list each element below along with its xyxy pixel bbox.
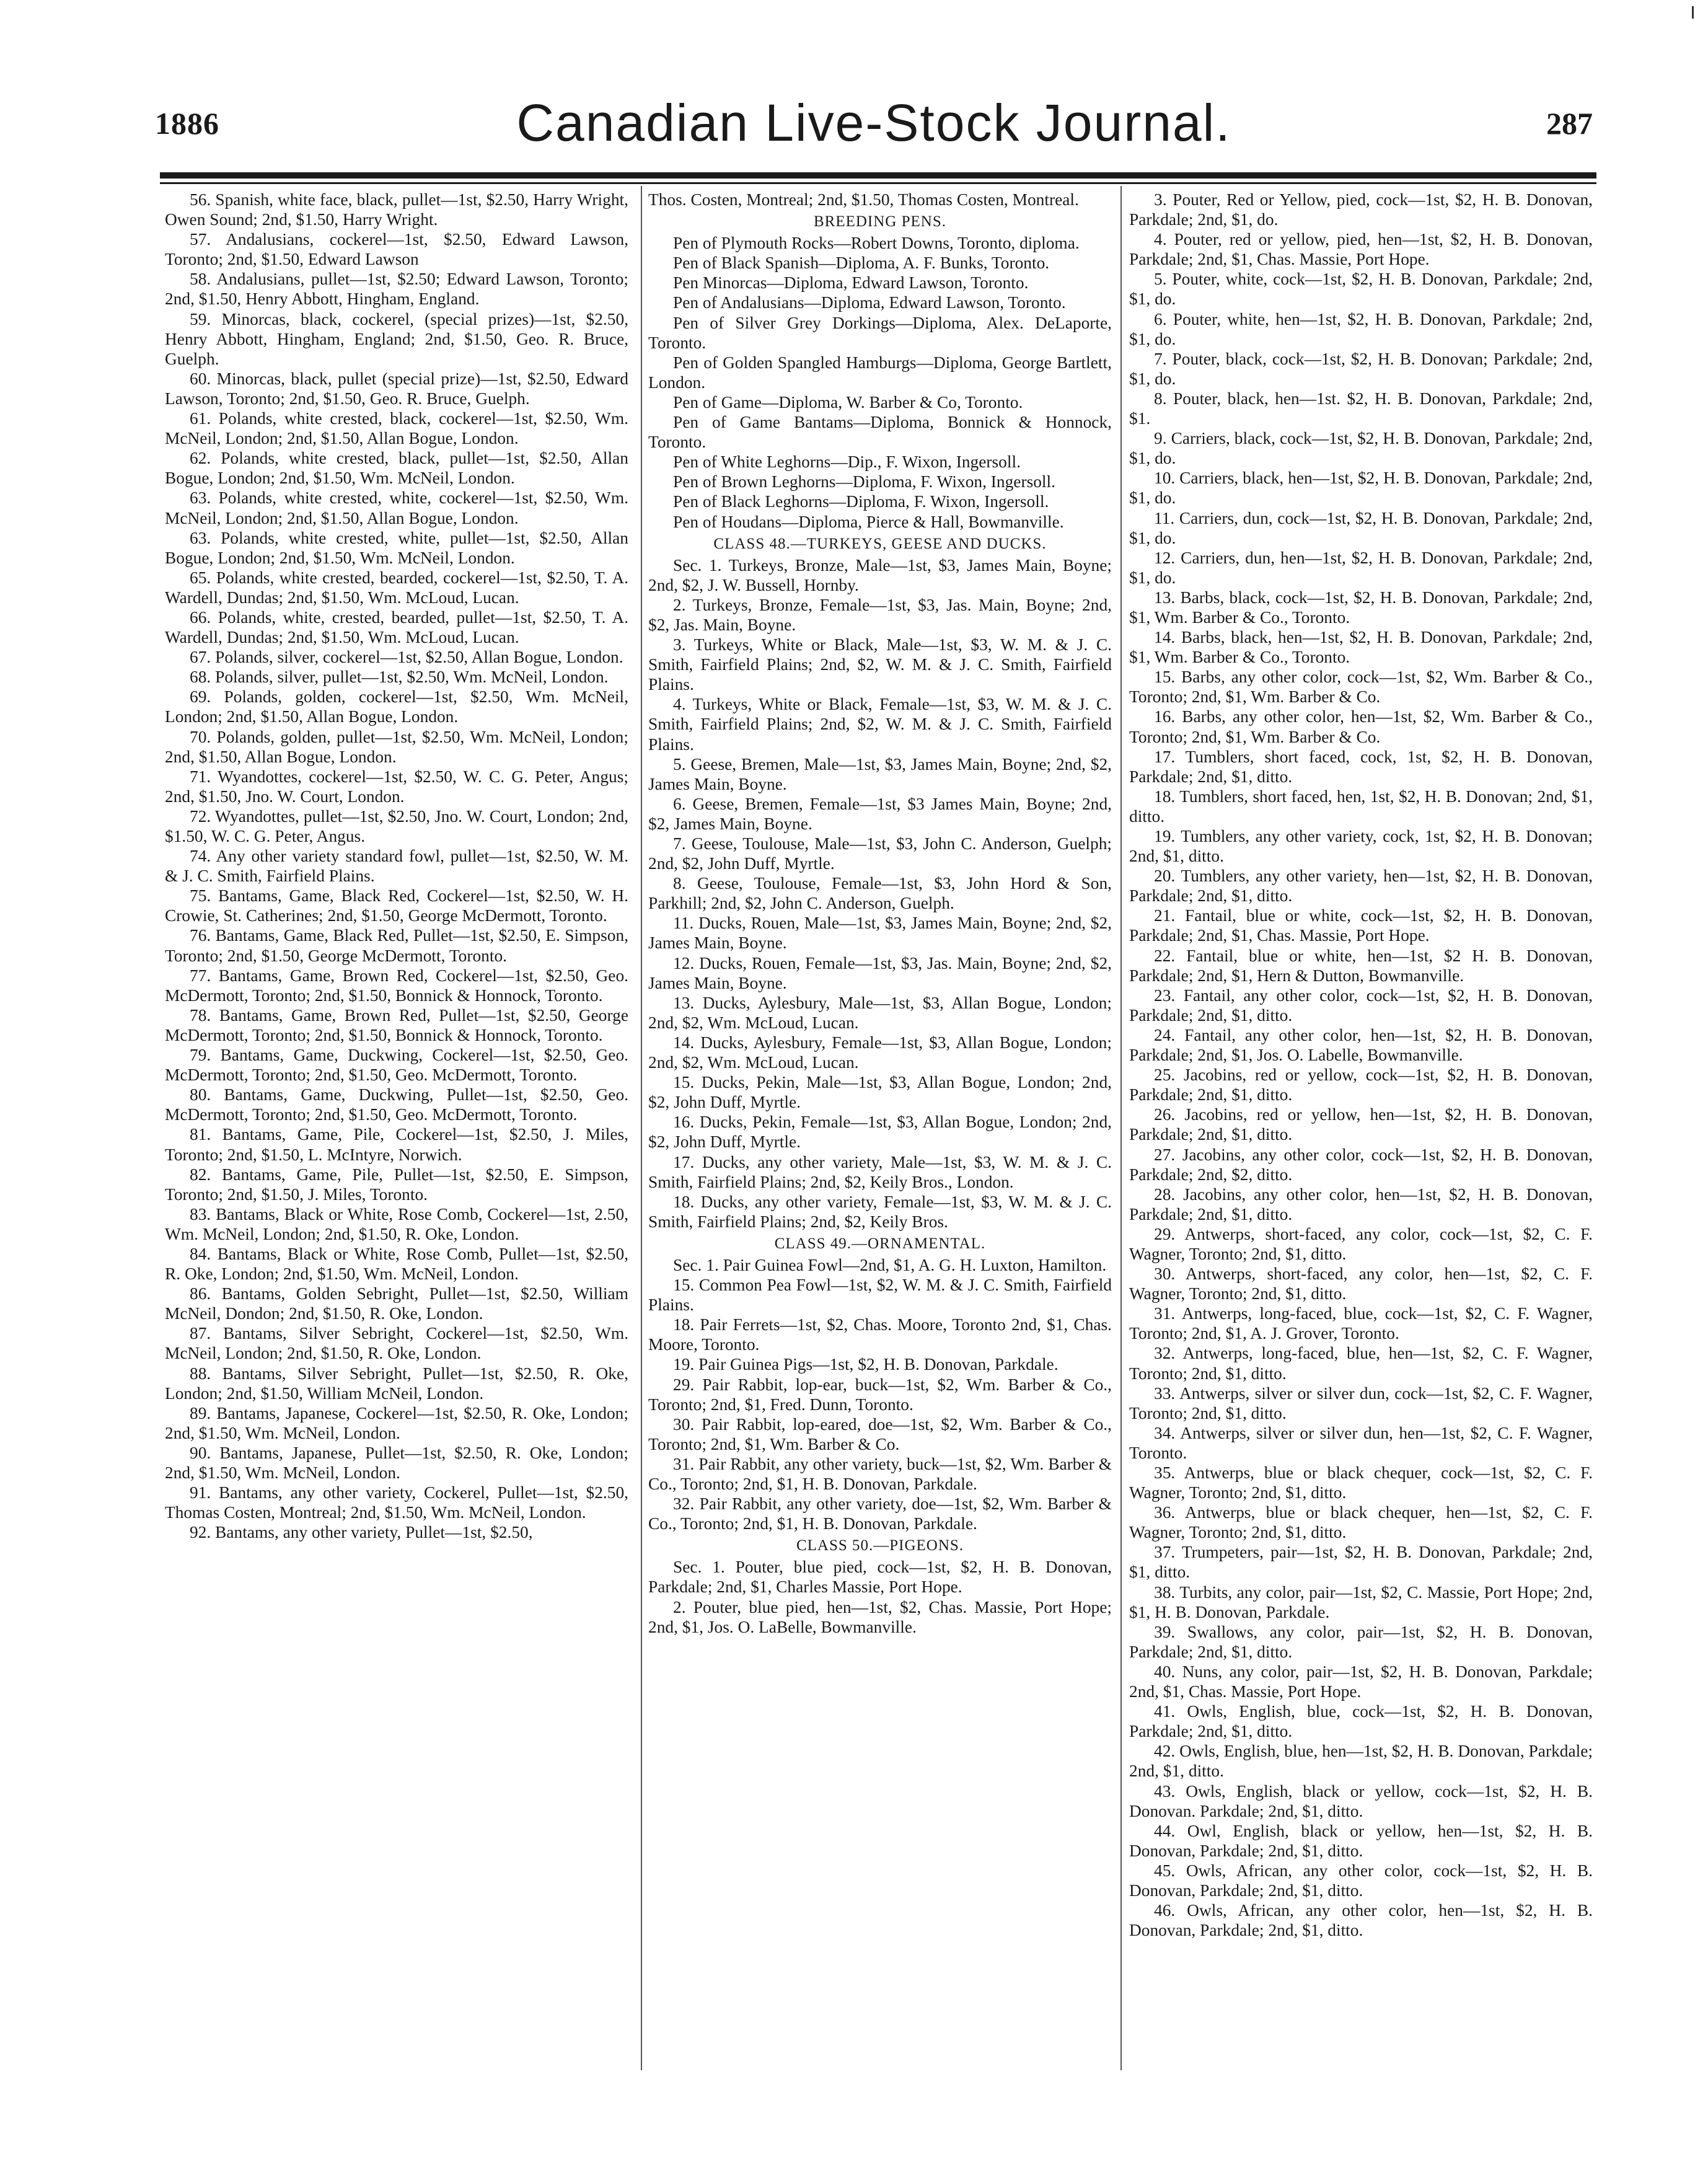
prize-entry: 68. Polands, silver, pullet—1st, $2.50, Wm. McNeil, London. [190,668,609,687]
prize-entry: 5. Geese, Bremen, Male—1st, $3, James Main, Boyne; 2nd, $2, James Main, Boyne. [648,754,1112,793]
prize-entry: 7. Pouter, black, cock—1st, $2, H. B. Donovan; Parkdale; 2nd, $1, do. [1129,349,1593,388]
prize-entry: 69. Polands, golden, cockerel—1st, $2.50, Wm. McNeil, London; 2nd, $1.50, Allan Bogue, London. [165,687,628,726]
column-divider [1120,186,1122,2070]
prize-entry: 76. Bantams, Game, Black Red, Pullet—1st, $2.50, E. Simpson, Toronto; 2nd, $1.50, George McDermott, Toronto. [165,926,628,965]
page-year: 1886 [155,106,219,141]
prize-entry: 59. Minorcas, black, cockerel, (special prizes)—1st, $2.50, Henry Abbott, Hingham, England; 2nd, $1.50, Geo. R. Bruce, Guelph. [165,309,628,368]
prize-entry: 8. Geese, Toulouse, Female—1st, $3, John Hord & Son, Parkhill; 2nd, $2, John C. Anderson, Guelph. [648,874,1112,913]
prize-entry: Sec. 1. Pair Guinea Fowl—2nd, $1, A. G. H. Luxton, Hamilton. [673,1255,1107,1274]
prize-entry: Pen of White Leghorns—Dip., F. Wixon, Ingersoll. [673,452,1021,472]
prize-entry: Sec. 1. Pouter, blue pied, cock—1st, $2, H. B. Donovan, Parkdale; 2nd, $1, Charles Massie, Port Hope. [648,1558,1112,1597]
prize-entry: 11. Carriers, dun, cock—1st, $2, H. B. Donovan, Parkdale; 2nd, $1, do. [1129,508,1593,547]
page-header [155,93,1593,167]
prize-entry: 35. Antwerps, blue or black chequer, cock—1st, $2, C. F. Wagner, Toronto; 2nd, $1, ditto. [1129,1463,1593,1502]
prize-entry: 89. Bantams, Japanese, Cockerel—1st, $2.50, R. Oke, London; 2nd, $1.50, Wm. McNeil, London. [165,1403,628,1442]
prize-entry: 13. Barbs, black, cock—1st, $2, H. B. Donovan, Parkdale; 2nd, $1, Wm. Barber & Co., Toronto. [1129,588,1593,627]
prize-entry: 21. Fantail, blue or white, cock—1st, $2, H. B. Donovan, Parkdale; 2nd, $1, Chas. Massie, Port Hope. [1129,906,1593,945]
header-rule-thin [160,182,1596,184]
prize-entry: 46. Owls, African, any other color, hen—1st, $2, H. B. Donovan, Parkdale; 2nd, $1, ditto. [1129,1901,1593,1940]
page-title: Canadian Live-Stock Journal. [516,94,1231,152]
prize-entry: 44. Owl, English, black or yellow, hen—1st, $2, H. B. Donovan, Parkdale; 2nd, $1, ditto. [1129,1821,1593,1860]
prize-entry: 43. Owls, English, black or yellow, cock—1st, $2, H. B. Donovan. Parkdale; 2nd, $1, ditto. [1129,1781,1593,1820]
prize-entry: 81. Bantams, Game, Pile, Cockerel—1st, $2.50, J. Miles, Toronto; 2nd, $1.50, L. McIntyre, Norwich. [165,1125,628,1164]
prize-entry: 62. Polands, white crested, black, pullet—1st, $2.50, Allan Bogue, London; 2nd, $1.50, Wm. McNeil, London. [165,449,628,488]
prize-entry: 71. Wyandottes, cockerel—1st, $2.50, W. C. G. Peter, Angus; 2nd, $1.50, Jno. W. Court, London. [165,767,628,806]
prize-entry: 28. Jacobins, any other color, hen—1st, $2, H. B. Donovan, Parkdale; 2nd, $1, ditto. [1129,1184,1593,1224]
prize-entry: 11. Ducks, Rouen, Male—1st, $3, James Main, Boyne; 2nd, $2, James Main, Boyne. [648,914,1112,953]
prize-entry: 83. Bantams, Black or White, Rose Comb, Cockerel—1st, 2.50, Wm. McNeil, London; 2nd, $1.50, R. Oke, London. [165,1204,628,1243]
text-column-left [165,190,628,1542]
prize-entry: 32. Pair Rabbit, any other variety, doe—1st, $2, Wm. Barber & Co., Toronto; 2nd, $1, H. B. Donovan, Parkdale. [648,1494,1112,1533]
prize-entry: 14. Barbs, black, hen—1st, $2, H. B. Donovan, Parkdale; 2nd, $1, Wm. Barber & Co., Toronto. [1129,628,1593,667]
prize-entry: 12. Carriers, dun, hen—1st, $2, H. B. Donovan, Parkdale; 2nd, $1, do. [1129,548,1593,587]
prize-entry: 65. Polands, white crested, bearded, cockerel—1st, $2.50, T. A. Wardell, Dundas; 2nd, $1.50, Wm. McLoud, Lucan. [165,568,628,607]
prize-entry: 16. Barbs, any other color, hen—1st, $2, Wm. Barber & Co., Toronto; 2nd, $1, Wm. Barber & Co. [1129,707,1593,746]
prize-entry: 13. Ducks, Aylesbury, Male—1st, $3, Allan Bogue, London; 2nd, $2, Wm. McLoud, Lucan. [648,993,1112,1032]
prize-entry: 75. Bantams, Game, Black Red, Cockerel—1st, $2.50, W. H. Crowie, St. Catherines; 2nd, $1.50, George McDermott, Toronto. [165,886,628,925]
section-heading: CLASS 49.—ORNAMENTAL. [774,1235,986,1252]
prize-entry: 29. Antwerps, short-faced, any color, cock—1st, $2, C. F. Wagner, Toronto; 2nd, $1, ditto. [1129,1224,1593,1263]
prize-entry: 36. Antwerps, blue or black chequer, hen—1st, $2, C. F. Wagner, Toronto; 2nd, $1, ditto. [1129,1503,1593,1542]
prize-entry: 74. Any other variety standard fowl, pullet—1st, $2.50, W. M. & J. C. Smith, Fairfield Plains. [165,847,628,886]
prize-entry: 88. Bantams, Silver Sebright, Pullet—1st, $2.50, R. Oke, London; 2nd, $1.50, William McNeil, London. [165,1364,628,1403]
prize-entry: Pen of Game—Diploma, W. Barber & Co, Toronto. [673,392,1023,412]
prize-entry: 60. Minorcas, black, pullet (special prize)—1st, $2.50, Edward Lawson, Toronto; 2nd, $1.50, Geo. R. Bruce, Guelph. [165,369,628,408]
prize-entry: 72. Wyandottes, pullet—1st, $2.50, Jno. W. Court, London; 2nd, $1.50, W. C. G. Peter, Angus. [165,806,628,845]
prize-entry: Pen of Black Leghorns—Diploma, F. Wixon, Ingersoll. [673,492,1049,511]
page-number: 287 [1546,106,1593,141]
scan-mark [1692,6,1694,19]
prize-entry: Pen of Golden Spangled Hamburgs—Diploma, George Bartlett, London. [648,353,1112,392]
prize-entry: 63. Polands, white crested, white, pullet—1st, $2.50, Allan Bogue, London; 2nd, $1.50, Wm. McNeil, London. [165,528,628,567]
prize-entry: 9. Carriers, black, cock—1st, $2, H. B. Donovan, Parkdale; 2nd, $1, do. [1129,429,1593,468]
prize-entry: Pen Minorcas—Diploma, Edward Lawson, Toronto. [673,273,1029,293]
prize-entry: 38. Turbits, any color, pair—1st, $2, C. Massie, Port Hope; 2nd, $1, H. B. Donovan, Parkdale. [1129,1582,1593,1621]
prize-entry: 16. Ducks, Pekin, Female—1st, $3, Allan Bogue, London; 2nd, $2, John Duff, Myrtle. [648,1113,1112,1152]
prize-entry: 78. Bantams, Game, Brown Red, Pullet—1st, $2.50, George McDermott, Toronto; 2nd, $1.50, Bonnick & Honnock, Toronto. [165,1005,628,1044]
prize-entry: 79. Bantams, Game, Duckwing, Cockerel—1st, $2.50, Geo. McDermott, Toronto; 2nd, $1.50, Geo. McDermott, Toronto. [165,1046,628,1085]
prize-entry: 82. Bantams, Game, Pile, Pullet—1st, $2.50, E. Simpson, Toronto; 2nd, $1.50, J. Miles, Toronto. [165,1165,628,1204]
prize-entry: 17. Ducks, any other variety, Male—1st, $3, W. M. & J. C. Smith, Fairfield Plains; 2nd, $2, Keily Bros., London. [648,1152,1112,1191]
prize-entry: 31. Pair Rabbit, any other variety, buck—1st, $2, Wm. Barber & Co., Toronto; 2nd, $1, H. B. Donovan, Parkdale. [648,1454,1112,1493]
prize-entry: 19. Pair Guinea Pigs—1st, $2, H. B. Donovan, Parkdale. [673,1355,1059,1374]
prize-entry: 15. Barbs, any other color, cock—1st, $2, Wm. Barber & Co., Toronto; 2nd, $1, Wm. Barber & Co. [1129,668,1593,707]
prize-entry: 17. Tumblers, short faced, cock, 1st, $2, H. B. Donovan, Parkdale; 2nd, $1, ditto. [1129,747,1593,786]
prize-entry: 66. Polands, white, crested, bearded, pullet—1st, $2.50, T. A. Wardell, Dundas; 2nd, $1.50, Wm. McLoud, Lucan. [165,607,628,647]
prize-entry: 77. Bantams, Game, Brown Red, Cockerel—1st, $2.50, Geo. McDermott, Toronto; 2nd, $1.50, Bonnick & Honnock, Toronto. [165,966,628,1005]
prize-entry: 2. Turkeys, Bronze, Female—1st, $3, Jas. Main, Boyne; 2nd, $2, Jas. Main, Boyne. [648,595,1112,634]
prize-entry: Pen of Plymouth Rocks—Robert Downs, Toronto, diploma. [673,234,1080,253]
prize-entry: 31. Antwerps, long-faced, blue, cock—1st, $2, C. F. Wagner, Toronto; 2nd, $1, A. J. Grover, Toronto. [1129,1304,1593,1343]
section-heading: CLASS 50.—PIGEONS. [796,1537,964,1555]
prize-entry: 45. Owls, African, any other color, cock—1st, $2, H. B. Donovan, Parkdale; 2nd, $1, ditto. [1129,1861,1593,1900]
prize-entry: 34. Antwerps, silver or silver dun, hen—1st, $2, C. F. Wagner, Toronto. [1129,1423,1593,1462]
prize-entry: 92. Bantams, any other variety, Pullet—1st, $2.50, [190,1523,533,1542]
prize-entry: 67. Polands, silver, cockerel—1st, $2.50, Allan Bogue, London. [190,648,623,667]
prize-entry: 56. Spanish, white face, black, pullet—1st, $2.50, Harry Wright, Owen Sound; 2nd, $1.50, Harry Wright. [165,190,628,229]
prize-entry: 42. Owls, English, blue, hen—1st, $2, H. B. Donovan, Parkdale; 2nd, $1, ditto. [1129,1742,1593,1781]
prize-entry: 26. Jacobins, red or yellow, hen—1st, $2, H. B. Donovan, Parkdale; 2nd, $1, ditto. [1129,1105,1593,1144]
prize-entry: 41. Owls, English, blue, cock—1st, $2, H. B. Donovan, Parkdale; 2nd, $1, ditto. [1129,1702,1593,1741]
prize-entry: 3. Pouter, Red or Yellow, pied, cock—1st, $2, H. B. Donovan, Parkdale; 2nd, $1, do. [1129,190,1593,229]
prize-entry: 22. Fantail, blue or white, hen—1st, $2 H. B. Donovan, Parkdale; 2nd, $1, Hern & Dutton, Bowmanville. [1129,946,1593,985]
prize-entry: 18. Pair Ferrets—1st, $2, Chas. Moore, Toronto 2nd, $1, Chas. Moore, Toronto. [648,1315,1112,1354]
prize-entry: 33. Antwerps, silver or silver dun, cock—1st, $2, C. F. Wagner, Toronto; 2nd, $1, ditto. [1129,1383,1593,1422]
prize-entry: 86. Bantams, Golden Sebright, Pullet—1st, $2.50, William McNeil, Dondon; 2nd, $1.50, R. Oke, London. [165,1284,628,1323]
prize-entry: 7. Geese, Toulouse, Male—1st, $3, John C. Anderson, Guelph; 2nd, $2, John Duff, Myrtle. [648,834,1112,873]
prize-entry: 37. Trumpeters, pair—1st, $2, H. B. Donovan, Parkdale; 2nd, $1, ditto. [1129,1543,1593,1582]
prize-entry: 19. Tumblers, any other variety, cock, 1st, $2, H. B. Donovan; 2nd, $1, ditto. [1129,827,1593,866]
prize-entry: Pen of Houdans—Diploma, Pierce & Hall, Bowmanville. [673,512,1064,531]
prize-entry: Sec. 1. Turkeys, Bronze, Male—1st, $3, James Main, Boyne; 2nd, $2, J. W. Bussell, Hornby. [648,555,1112,594]
prize-entry: 61. Polands, white crested, black, cockerel—1st, $2.50, Wm. McNeil, London; 2nd, $1.50, Allan Bogue, London. [165,409,628,448]
text-column-right [1129,190,1593,1940]
prize-entry: 40. Nuns, any color, pair—1st, $2, H. B. Donovan, Parkdale; 2nd, $1, Chas. Massie, Port Hope. [1129,1662,1593,1701]
prize-entry: 91. Bantams, any other variety, Cockerel, Pullet—1st, $2.50, Thomas Costen, Montreal; 2nd, $1.50, Wm. McNeil, London. [165,1483,628,1522]
prize-entry: 80. Bantams, Game, Duckwing, Pullet—1st, $2.50, Geo. McDermott, Toronto; 2nd, $1.50, Geo. McDermott, Toronto. [165,1085,628,1124]
prize-entry: 87. Bantams, Silver Sebright, Cockerel—1st, $2.50, Wm. McNeil, London; 2nd, $1.50, R. Oke, London. [165,1324,628,1363]
prize-entry: 25. Jacobins, red or yellow, cock—1st, $2, H. B. Donovan, Parkdale; 2nd, $1, ditto. [1129,1065,1593,1105]
prize-entry: 15. Common Pea Fowl—1st, $2, W. M. & J. C. Smith, Fairfield Plains. [648,1276,1112,1315]
prize-entry: 39. Swallows, any color, pair—1st, $2, H. B. Donovan, Parkdale; 2nd, $1, ditto. [1129,1622,1593,1661]
prize-entry: 4. Pouter, red or yellow, pied, hen—1st, $2, H. B. Donovan, Parkdale; 2nd, $1, Chas. Massie, Port Hope. [1129,230,1593,269]
column-divider [641,186,642,2070]
prize-entry: 6. Pouter, white, hen—1st, $2, H. B. Donovan, Parkdale; 2nd, $1, do. [1129,309,1593,348]
prize-entry: 6. Geese, Bremen, Female—1st, $3 James Main, Boyne; 2nd, $2, James Main, Boyne. [648,794,1112,833]
prize-entry: 27. Jacobins, any other color, cock—1st, $2, H. B. Donovan, Parkdale; 2nd, $2, ditto. [1129,1145,1593,1184]
prize-entry: 14. Ducks, Aylesbury, Female—1st, $3, Allan Bogue, London; 2nd, $2, Wm. McLoud, Lucan. [648,1033,1112,1072]
prize-entry: 18. Tumblers, short faced, hen, 1st, $2, H. B. Donovan; 2nd, $1, ditto. [1129,787,1593,826]
prize-entry: 24. Fantail, any other color, hen—1st, $2, H. B. Donovan, Parkdale; 2nd, $1, Jos. O. Labelle, Bowmanville. [1129,1025,1593,1065]
prize-entry: 18. Ducks, any other variety, Female—1st, $3, W. M. & J. C. Smith, Fairfield Plains; 2nd, $2, Keily Bros. [648,1192,1112,1231]
section-heading: CLASS 48.—TURKEYS, GEESE AND DUCKS. [713,535,1047,552]
prize-entry: 29. Pair Rabbit, lop-ear, buck—1st, $2, Wm. Barber & Co., Toronto; 2nd, $1, Fred. Dunn, Toronto. [648,1375,1112,1414]
prize-entry: 57. Andalusians, cockerel—1st, $2.50, Edward Lawson, Toronto; 2nd, $1.50, Edward Lawson [165,230,628,269]
prize-entry: Pen of Game Bantams—Diploma, Bonnick & Honnock, Toronto. [648,413,1112,452]
prize-entry: 63. Polands, white crested, white, cockerel—1st, $2.50, Wm. McNeil, London; 2nd, $1.50, Allan Bogue, London. [165,488,628,527]
prize-entry: 30. Antwerps, short-faced, any color, hen—1st, $2, C. F. Wagner, Toronto; 2nd, $1, ditto. [1129,1264,1593,1303]
prize-entry: 32. Antwerps, long-faced, blue, hen—1st, $2, C. F. Wagner, Toronto; 2nd, $1, ditto. [1129,1344,1593,1383]
header-rule [160,172,1596,179]
prize-entry: Pen of Andalusians—Diploma, Edward Lawson, Toronto. [673,293,1066,312]
prize-entry: 70. Polands, golden, pullet—1st, $2.50, Wm. McNeil, London; 2nd, $1.50, Allan Bogue, London. [165,727,628,766]
prize-entry: 20. Tumblers, any other variety, hen—1st, $2, H. B. Donovan, Parkdale; 2nd, $1, ditto. [1129,867,1593,906]
prize-entry: 4. Turkeys, White or Black, Female—1st, $3, W. M. & J. C. Smith, Fairfield Plains; 2nd, $2, W. M. & J. C. Smith, Fairfield Plains. [648,695,1112,754]
prize-entry: 15. Ducks, Pekin, Male—1st, $3, Allan Bogue, London; 2nd, $2, John Duff, Myrtle. [648,1073,1112,1112]
prize-entry: Pen of Brown Leghorns—Diploma, F. Wixon, Ingersoll. [673,472,1055,492]
prize-entry: 3. Turkeys, White or Black, Male—1st, $3, W. M. & J. C. Smith, Fairfield Plains; 2nd, $2, W. M. & J. C. Smith, Fairfield Plains. [648,635,1112,694]
prize-entry: 30. Pair Rabbit, lop-eared, doe—1st, $2, Wm. Barber & Co., Toronto; 2nd, $1, Wm. Barber & Co. [648,1414,1112,1453]
prize-entry: 23. Fantail, any other color, cock—1st, $2, H. B. Donovan, Parkdale; 2nd, $1, ditto. [1129,986,1593,1025]
prize-entry: 2. Pouter, blue pied, hen—1st, $2, Chas. Massie, Port Hope; 2nd, $1, Jos. O. LaBelle, Bowmanville. [648,1597,1112,1636]
prize-entry: 58. Andalusians, pullet—1st, $2.50; Edward Lawson, Toronto; 2nd, $1.50, Henry Abbott, Hingham, England. [165,270,628,309]
prize-entry: Thos. Costen, Montreal; 2nd, $1.50, Thomas Costen, Montreal. [648,190,1079,209]
prize-entry: Pen of Black Spanish—Diploma, A. F. Bunks, Toronto. [673,254,1050,273]
text-column-middle [648,190,1112,1637]
prize-entry: 12. Ducks, Rouen, Female—1st, $3, Jas. Main, Boyne; 2nd, $2, James Main, Boyne. [648,953,1112,992]
prize-entry: 10. Carriers, black, hen—1st, $2, H. B. Donovan, Parkdale; 2nd, $1, do. [1129,469,1593,508]
prize-entry: Pen of Silver Grey Dorkings—Diploma, Alex. DeLaporte, Toronto. [648,313,1112,352]
prize-entry: 8. Pouter, black, hen—1st. $2, H. B. Donovan, Parkdale; 2nd, $1. [1129,389,1593,428]
prize-entry: 84. Bantams, Black or White, Rose Comb, Pullet—1st, $2.50, R. Oke, London; 2nd, $1.50, Wm. McNeil, London. [165,1244,628,1284]
section-heading: BREEDING PENS. [813,213,946,231]
prize-entry: 90. Bantams, Japanese, Pullet—1st, $2.50, R. Oke, London; 2nd, $1.50, Wm. McNeil, London. [165,1443,628,1482]
prize-entry: 5. Pouter, white, cock—1st, $2, H. B. Donovan, Parkdale; 2nd, $1, do. [1129,270,1593,309]
